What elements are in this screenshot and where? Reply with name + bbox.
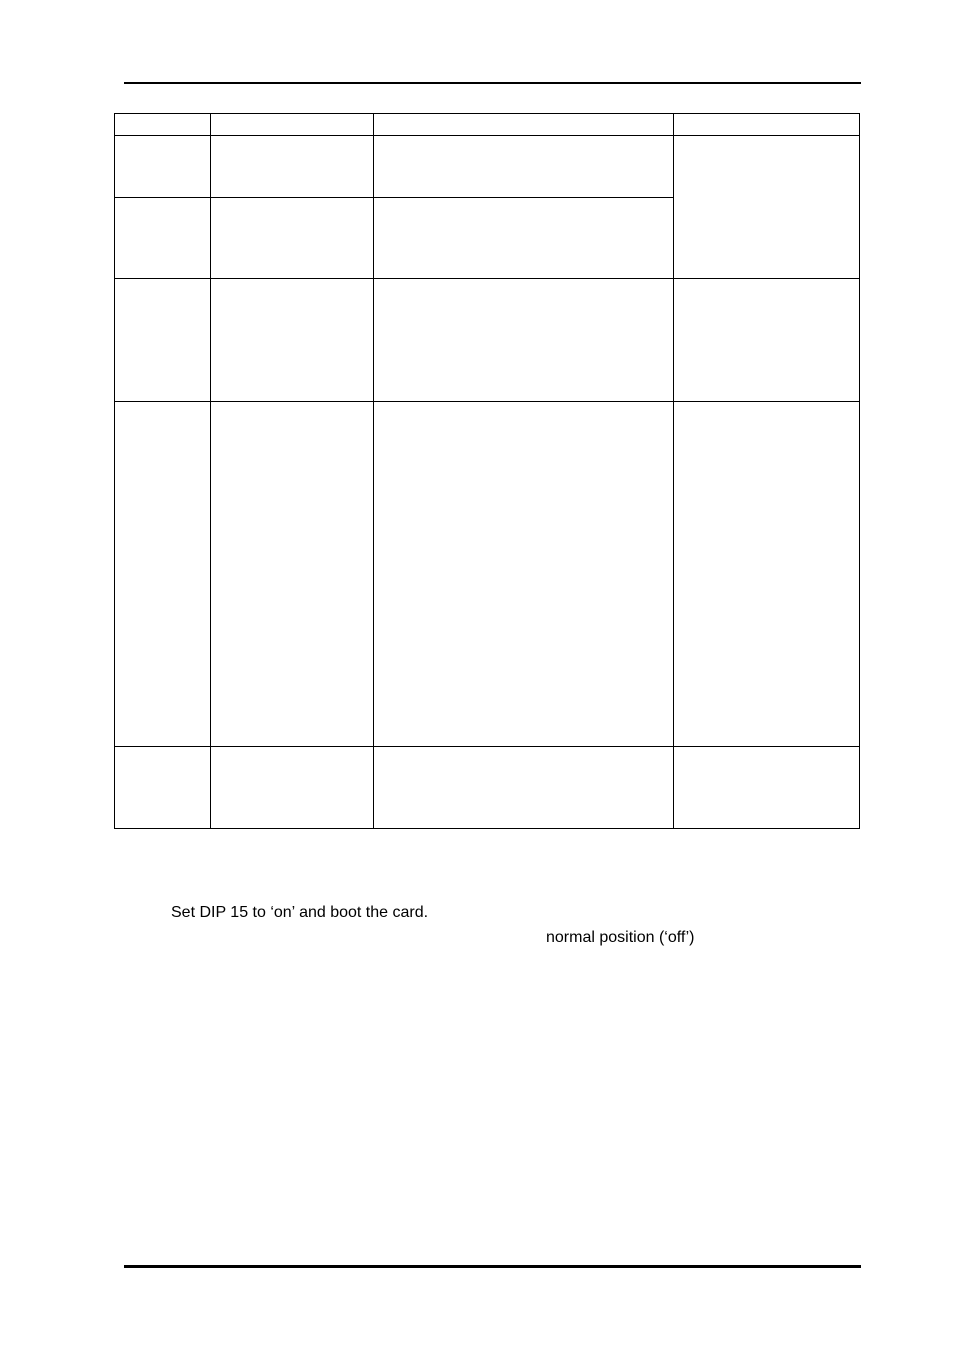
table-row	[115, 279, 860, 402]
table-cell	[674, 279, 860, 402]
table-cell	[115, 402, 211, 747]
header-rule	[124, 82, 861, 84]
data-table	[114, 113, 860, 829]
table-cell	[115, 198, 211, 279]
table-header-cell	[115, 114, 211, 136]
table-cell	[374, 198, 674, 279]
table-cell	[115, 747, 211, 829]
table-cell	[374, 136, 674, 198]
table-cell	[211, 198, 374, 279]
table-header-cell	[674, 114, 860, 136]
table-row	[115, 747, 860, 829]
table-cell	[115, 279, 211, 402]
table-cell	[374, 402, 674, 747]
table-header-row	[115, 114, 860, 136]
table-row	[115, 136, 860, 198]
table-cell	[211, 402, 374, 747]
table-cell	[674, 402, 860, 747]
table-row	[115, 402, 860, 747]
footer-rule	[124, 1265, 861, 1268]
table-cell	[211, 136, 374, 198]
table-cell	[115, 136, 211, 198]
instruction-text: Set DIP 15 to ‘on’ and boot the card.	[171, 904, 429, 921]
table-header-cell	[211, 114, 374, 136]
table-cell	[211, 747, 374, 829]
continuation-text: normal position (‘off’)	[546, 929, 695, 946]
table-cell	[674, 747, 860, 829]
table-cell-merged	[674, 136, 860, 279]
table-cell	[374, 279, 674, 402]
table-header-cell	[374, 114, 674, 136]
table-cell	[211, 279, 374, 402]
table-cell	[374, 747, 674, 829]
